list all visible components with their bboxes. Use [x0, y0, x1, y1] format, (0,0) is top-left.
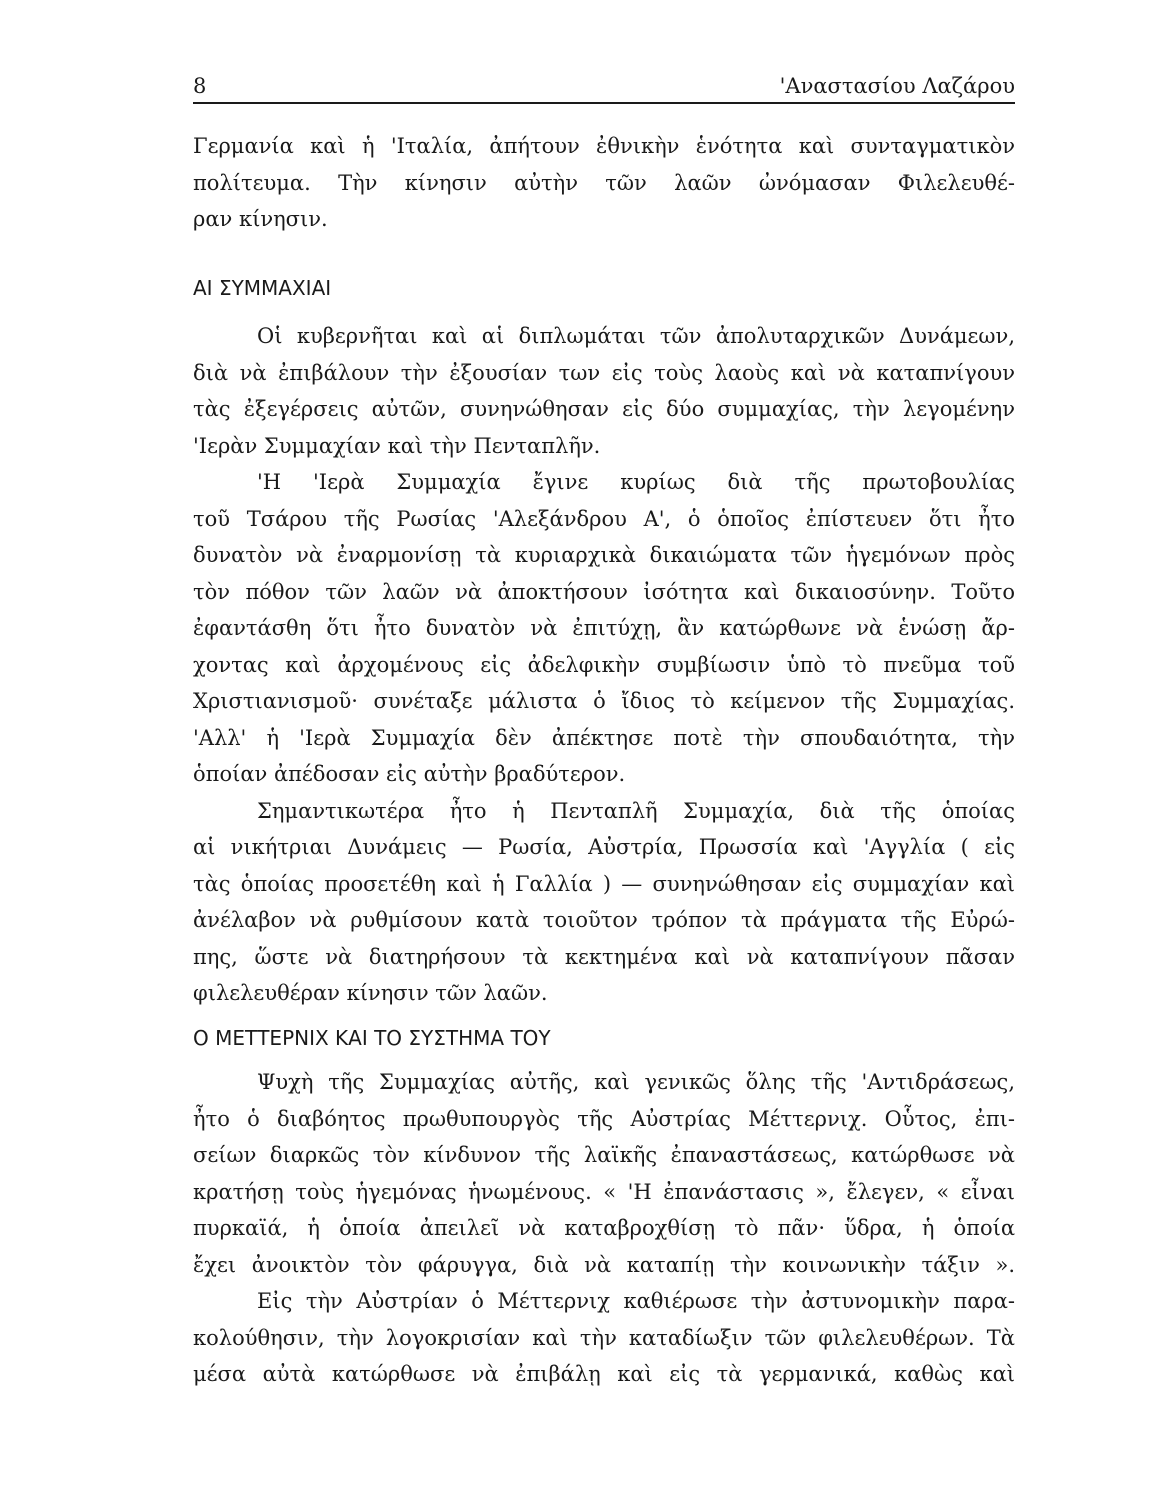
text-line: 'Η 'Ιερὰ Συμμαχία ἔγινε κυρίως διὰ τῆς πρωτοβουλίας [257, 470, 1015, 494]
text-line: πυρκαϊά, ἡ ὁποία ἀπειλεῖ νὰ καταβροχθίσῃ τὸ πᾶν· ὕδρα, ἡ ὁποία [193, 1216, 1015, 1240]
intro-line-2: πολίτευμα. Τὴν κίνησιν αὐτὴν τῶν λαῶν ὠνόμασαν Φιλελευθέ- [193, 170, 1015, 195]
text-line: χοντας καὶ ἀρχομένους εἰς ἀδελφικὴν συμβίωσιν ὑπὸ τὸ πνεῦμα τοῦ [193, 652, 1015, 677]
text-line: Οἱ κυβερνῆται καὶ αἱ διπλωμάται τῶν ἀπολυταρχικῶν Δυνάμεων, [257, 324, 1015, 348]
text-line: διὰ νὰ ἐπιβάλουν τὴν ἐξουσίαν των εἰς τοὺς λαοὺς καὶ νὰ καταπνίγουν [193, 360, 1015, 385]
running-title: 'Αναστασίου Λαζάρου [779, 74, 1015, 98]
page-header [193, 70, 1015, 104]
text-line: ἀνέλαβον νὰ ρυθμίσουν κατὰ τοιοῦτον τρόπον τὰ πράγματα τῆς Εὐρώ- [193, 908, 1015, 932]
text-line: κολούθησιν, τὴν λογοκρισίαν καὶ τὴν καταδίωξιν τῶν φιλελευθέρων. Τὰ [193, 1325, 1015, 1350]
text-line: ὁποίαν ἀπέδοσαν εἰς αὐτὴν βραδύτερον. [193, 762, 626, 786]
intro-line-3: ραν κίνησιν. [193, 207, 328, 231]
text-line: σείων διαρκῶς τὸν κίνδυνον τῆς λαϊκῆς ἐπαναστάσεως, κατώρθωσε νὰ [193, 1143, 1015, 1167]
text-line: Ψυχὴ τῆς Συμμαχίας αὐτῆς, καὶ γενικῶς ὅλης τῆς 'Αντιδράσεως, [257, 1070, 1015, 1094]
section-heading-alliances: ΑΙ ΣΥΜΜΑΧΙΑΙ [193, 275, 332, 300]
section-heading-metternich: Ο ΜΕΤΤΕΡΝΙΧ ΚΑΙ ΤΟ ΣΥΣΤΗΜΑ ΤΟΥ [193, 1025, 551, 1050]
text-line: φιλελευθέραν κίνησιν τῶν λαῶν. [193, 981, 548, 1005]
text-line: τὰς ὁποίας προσετέθη καὶ ἡ Γαλλία ) — συνηνώθησαν εἰς συμμαχίαν καὶ [193, 871, 1015, 896]
text-line: 'Ιερὰν Συμμαχίαν καὶ τὴν Πενταπλῆν. [193, 433, 601, 458]
text-line: τὸν πόθον τῶν λαῶν νὰ ἀποκτήσουν ἰσότητα καὶ δικαιοσύνην. Τοῦτο [193, 579, 1015, 604]
text-line: Χριστιανισμοῦ· συνέταξε μάλιστα ὁ ἴδιος τὸ κείμενον τῆς Συμμαχίας. [193, 689, 1015, 713]
text-line: ἔχει ἀνοικτὸν τὸν φάρυγγα, διὰ νὰ καταπίῃ τὴν κοινωνικὴν τάξιν ». [193, 1252, 1015, 1277]
text-line: Εἰς τὴν Αὐστρίαν ὁ Μέττερνιχ καθιέρωσε τὴν ἀστυνομικὴν παρα- [257, 1289, 1015, 1313]
text-line: αἱ νικήτριαι Δυνάμεις — Ρωσία, Αὐστρία, Πρωσσία καὶ 'Αγγλία ( εἰς [193, 835, 1015, 859]
header-rule [193, 102, 1015, 104]
page-body [193, 128, 1015, 1393]
text-line: ἦτο ὁ διαβόητος πρωθυπουργὸς τῆς Αὐστρίας Μέττερνιχ. Οὗτος, ἐπι- [193, 1106, 1015, 1131]
intro-line-1: Γερμανία καὶ ἡ 'Ιταλία, ἀπήτουν ἐθνικὴν ἑνότητα καὶ συνταγματικὸν [193, 134, 1015, 158]
text-line: δυνατὸν νὰ ἐναρμονίσῃ τὰ κυριαρχικὰ δικαιώματα τῶν ἡγεμόνων πρὸς [193, 543, 1015, 567]
text-line: μέσα αὐτὰ κατώρθωσε νὰ ἐπιβάλῃ καὶ εἰς τὰ γερμανικά, καθὼς καὶ [193, 1362, 1015, 1386]
text-line: τὰς ἐξεγέρσεις αὐτῶν, συνηνώθησαν εἰς δύο συμμαχίας, τὴν λεγομένην [193, 397, 1015, 421]
text-line: ἐφαντάσθη ὅτι ἦτο δυνατὸν νὰ ἐπιτύχῃ, ἂν κατώρθωνε νὰ ἑνώσῃ ἄρ- [193, 616, 1015, 640]
text-line: Σημαντικωτέρα ἦτο ἡ Πενταπλῆ Συμμαχία, διὰ τῆς ὁποίας [257, 798, 1015, 823]
text-line: 'Αλλ' ἡ 'Ιερὰ Συμμαχία δὲν ἀπέκτησε ποτὲ τὴν σπουδαιότητα, τὴν [193, 725, 1015, 750]
page-number: 8 [193, 74, 207, 98]
text-line: τοῦ Τσάρου τῆς Ρωσίας 'Αλεξάνδρου Α', ὁ ὁποῖος ἐπίστευεν ὅτι ἦτο [193, 506, 1015, 531]
text-line: πης, ὥστε νὰ διατηρήσουν τὰ κεκτημένα καὶ νὰ καταπνίγουν πᾶσαν [193, 944, 1015, 969]
text-line: κρατήσῃ τοὺς ἡγεμόνας ἡνωμένους. « 'Η ἐπανάστασις », ἔλεγεν, « εἶναι [193, 1179, 1015, 1204]
